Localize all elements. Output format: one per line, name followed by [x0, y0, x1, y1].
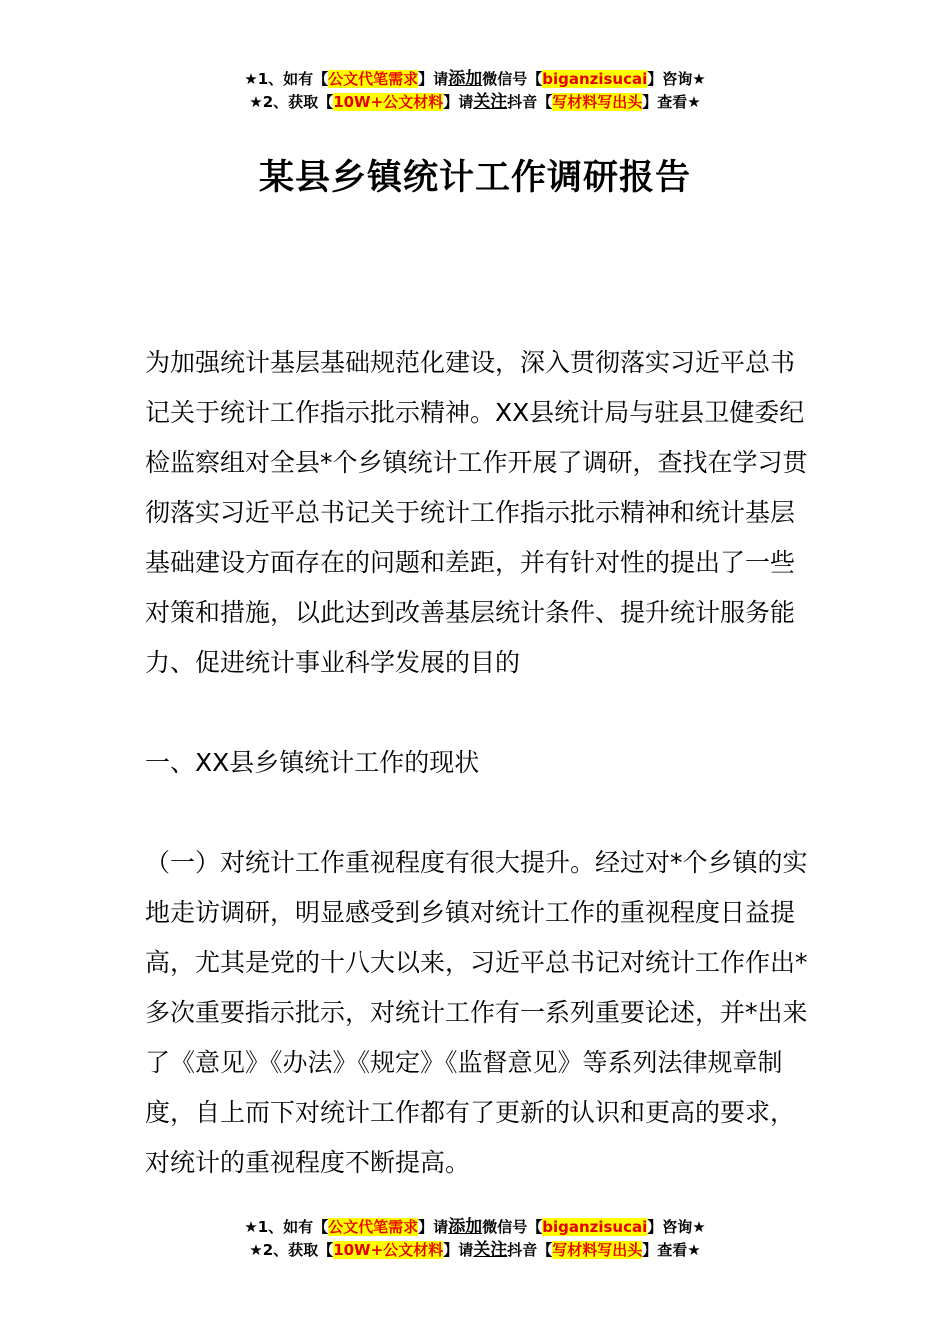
douyin-id-highlight: 写材料写出头 [552, 93, 643, 111]
star-icon: ★ [244, 1218, 258, 1236]
promo-emphasis: 关注 [473, 1240, 508, 1260]
document-body [145, 338, 817, 1188]
intro-paragraph: 为加强统计基层基础规范化建设，深入贯彻落实习近平总书记关于统计工作指示批示精神。XX县统计局与驻县卫健委纪检监察组对全县*个乡镇统计工作开展了调研，查找在学习贯彻落实习近平总书记关于统计工作指示批示精神和统计基层基础建设方面存在的问题和差距，并有针对性的提出了一些对策和措施，以此达到改善基层统计条件、提升统计服务能力、促进统计事业科学发展的目的 [145, 348, 808, 677]
promo-emphasis: 添加 [448, 1217, 483, 1237]
body-paragraph: （一）对统计工作重视程度有很大提升。经过对*个乡镇的实地走访调研，明显感受到乡镇对统计工作的重视程度日益提高，尤其是党的十八大以来，习近平总书记对统计工作作出*多次重要指示批示，对统计工作有一系列重要论述，并*出来了《意见》《办法》《规定》《监督意见》等系列法律规章制度，自上而下对统计工作都有了更新的认识和更高的要求，对统计的重视程度不断提高。 [145, 848, 808, 1177]
star-icon: ★ [692, 1218, 706, 1236]
star-icon: ★ [249, 93, 263, 111]
section-heading: 一、XX县乡镇统计工作的现状 [145, 748, 480, 777]
promo-text: 】咨询 [647, 70, 693, 88]
header-promo-banner [0, 68, 950, 114]
promo-text: 】咨询 [647, 1218, 693, 1236]
promo-text: 抖音【 [507, 93, 553, 111]
promo-highlight: 公文代笔需求 [328, 70, 419, 88]
star-icon: ★ [687, 1241, 701, 1259]
promo-text: 抖音【 [507, 1241, 553, 1259]
promo-highlight: 10W+公文材料 [333, 1241, 444, 1259]
document-title: 某县乡镇统计工作调研报告 [258, 158, 691, 198]
promo-highlight: 公文代笔需求 [328, 1218, 419, 1236]
promo-text: 1、如有【 [257, 70, 329, 88]
promo-emphasis: 关注 [473, 92, 508, 112]
promo-text: 】请 [418, 70, 449, 88]
promo-text: 微信号【 [482, 70, 543, 88]
promo-line-2 [0, 91, 950, 114]
promo-text: 】查看 [642, 1241, 688, 1259]
star-icon: ★ [687, 93, 701, 111]
douyin-id-highlight: 写材料写出头 [552, 1241, 643, 1259]
promo-text: 】查看 [642, 93, 688, 111]
star-icon: ★ [244, 70, 258, 88]
promo-line-1 [0, 68, 950, 91]
star-icon: ★ [692, 70, 706, 88]
promo-text: 1、如有【 [257, 1218, 329, 1236]
promo-text: 】请 [443, 1241, 474, 1259]
promo-text: 】请 [443, 93, 474, 111]
promo-text: 】请 [418, 1218, 449, 1236]
promo-emphasis: 添加 [448, 69, 483, 89]
promo-text: 2、获取【 [262, 1241, 334, 1259]
promo-highlight: 10W+公文材料 [333, 93, 444, 111]
promo-line-1 [0, 1216, 950, 1239]
promo-text: 2、获取【 [262, 93, 334, 111]
wechat-id-highlight: biganzisucai [542, 1218, 648, 1236]
star-icon: ★ [249, 1241, 263, 1259]
promo-line-2 [0, 1239, 950, 1262]
promo-text: 微信号【 [482, 1218, 543, 1236]
footer-promo-banner [0, 1216, 950, 1262]
wechat-id-highlight: biganzisucai [542, 70, 648, 88]
